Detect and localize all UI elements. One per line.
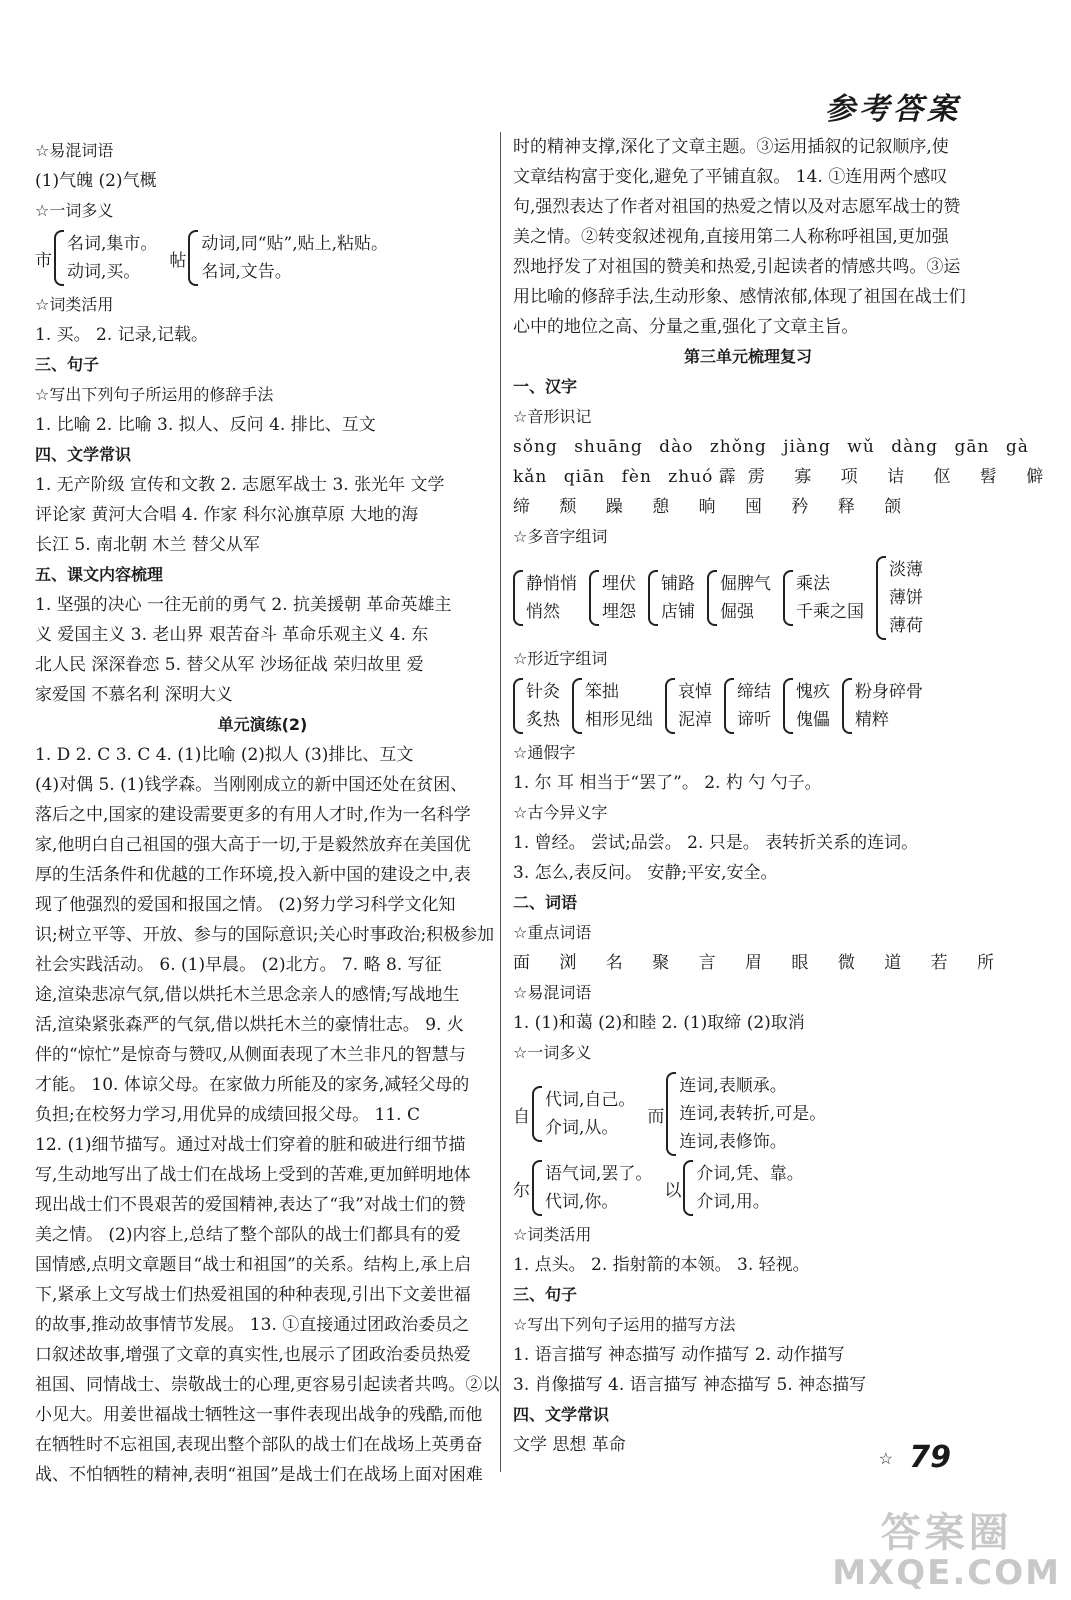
brace-head: 帖	[169, 250, 187, 271]
chars-line: 霹雳 寡 项 诘 伛 髫 僻	[718, 467, 1056, 487]
answer-line: 3. 肖像描写 4. 语言描写 神态描写 5. 神态描写	[513, 1375, 867, 1395]
answer-line: 的故事,推动故事情节发展。 13. ①直接通过团政治委员之	[35, 1315, 470, 1335]
answer-line: 才能。 10. 体谅父母。在家做力所能及的家务,减轻父母的	[35, 1075, 470, 1095]
answer-line: 厚的生活条件和优越的工作环境,投入新中国的建设之中,表	[35, 865, 471, 885]
similar-group	[665, 678, 712, 734]
answer-line: 口叙述故事,增强了文章的真实性,也展示了团政治委员热爱	[35, 1345, 471, 1365]
brace-item: 埋怨	[602, 602, 636, 622]
answer-line: (4)对偶 5. (1)钱学森。当刚刚成立的新中国还处在贫困、	[35, 775, 468, 795]
right-column	[513, 132, 1056, 1460]
brace-icon	[589, 570, 599, 626]
brace-item: 相形见绌	[585, 710, 653, 730]
answer-line: 活,渲染紧张森严的气氛,借以烘托木兰的豪情壮志。 9. 火	[35, 1015, 464, 1035]
polyphone-row	[513, 556, 983, 640]
brace-item: 薄饼	[889, 588, 923, 608]
answer-line: 1. 比喻 2. 比喻 3. 拟人、反问 4. 排比、互文	[35, 415, 376, 435]
answer-line: 用比喻的修辞手法,生动形象、感情浓郁,体现了祖国在战士们	[513, 287, 966, 307]
brace-item: 千乘之国	[796, 602, 864, 622]
brace-item: 傀儡	[796, 710, 830, 730]
brace-item: 针灸	[526, 682, 560, 702]
section-title: ☆多音字组词	[513, 527, 608, 546]
section-title: ☆古今异义字	[513, 803, 608, 822]
brace-item: 连词,表转折,可是。	[679, 1104, 827, 1124]
pinyin-line: sǒng shuāng dào zhǒng jiàng wǔ dàng gān gà	[513, 437, 1029, 457]
polysemy-row	[35, 230, 490, 286]
polysemy-zi	[513, 1086, 635, 1142]
brace-head: 以	[664, 1180, 682, 1201]
answer-line: 义 爱国主义 3. 老山界 艰苦奋斗 革命乐观主义 4. 东	[35, 625, 429, 645]
answer-line: 现出战士们不畏艰苦的爱国精神,表达了“我”对战士们的赞	[35, 1195, 466, 1215]
brace-item: 代词,自己。	[545, 1090, 636, 1110]
answer-line: 家,他明白自己祖国的强大高于一切,于是毅然放弃在美国优	[35, 835, 471, 855]
answer-line: 长江 5. 南北朝 木兰 替父从军	[35, 535, 260, 555]
section-title: ☆形近字组词	[513, 649, 608, 668]
answer-line: 文章结构富于变化,避免了平铺直叙。 14. ①连用两个感叹	[513, 167, 948, 187]
brace-item: 名词,集市。	[67, 234, 158, 254]
brace-item: 名词,文告。	[201, 262, 292, 282]
brace-head: 市	[35, 250, 52, 271]
brace-head: 而	[647, 1106, 665, 1127]
answer-line: 文学 思想 革命	[513, 1435, 626, 1455]
polyphone-group	[513, 570, 577, 626]
polyphone-group	[707, 570, 771, 626]
brace-icon	[783, 570, 793, 626]
section-heading: 一、汉字	[513, 377, 578, 396]
brace-item: 动词,买。	[67, 262, 141, 282]
similar-group	[572, 678, 653, 734]
polysemy-row	[513, 1160, 983, 1216]
similar-row	[513, 678, 983, 734]
brace-item: 介词,凭、靠。	[696, 1164, 804, 1184]
polysemy-row	[513, 1072, 983, 1156]
brace-item: 连词,表顺承。	[679, 1076, 787, 1096]
page-number: 79	[909, 1440, 951, 1475]
brace-icon	[876, 556, 886, 640]
section-title: ☆易混词语	[513, 983, 592, 1002]
brace-item: 哀悼	[678, 682, 712, 702]
answer-line: 国情感,点明文章题目“战士和祖国”的关系。结构上,承上启	[35, 1255, 472, 1275]
brace-item: 语气词,罢了。	[545, 1164, 653, 1184]
similar-group	[724, 678, 771, 734]
chars-line: 面 浏 名 聚 言 眉 眼 微 道 若 所	[513, 953, 1007, 973]
brace-icon	[665, 678, 675, 734]
brace-icon	[572, 678, 582, 734]
brace-icon	[513, 678, 523, 734]
answer-line: 1. 语言描写 神态描写 动作描写 2. 动作描写	[513, 1345, 845, 1365]
brace-head: 尔	[513, 1180, 530, 1201]
section-heading: 四、文学常识	[35, 445, 132, 464]
similar-group	[783, 678, 830, 734]
section-title: ☆一词多义	[513, 1043, 592, 1062]
polysemy-yi	[664, 1160, 803, 1216]
section-title: ☆写出下列句子所运用的修辞手法	[35, 385, 274, 404]
brace-item: 薄荷	[889, 616, 923, 636]
brace-icon	[188, 230, 198, 286]
answer-line: 句,强烈表达了作者对祖国的热爱之情以及对志愿军战士的赞	[513, 197, 961, 217]
brace-item: 愧疚	[796, 682, 830, 702]
answer-line: 识;树立平等、开放、参与的国际意识;关心时事政治;积极参加	[35, 925, 495, 945]
answer-line: 小见大。用姜世福战士牺牲这一事件表现出战争的残酷,而他	[35, 1405, 483, 1425]
brace-item: 静悄悄	[526, 574, 577, 594]
answer-line: 1. D 2. C 3. C 4. (1)比喻 (2)拟人 (3)排比、互文	[35, 745, 414, 765]
answer-line: 心中的地位之高、分量之重,强化了文章主旨。	[513, 317, 859, 337]
answer-line: 1. (1)和蔼 (2)和睦 2. (1)取缔 (2)取消	[513, 1013, 805, 1033]
section-title: ☆词类活用	[35, 295, 114, 314]
brace-icon	[707, 570, 717, 626]
answer-line: 现了他强烈的爱国和报国之情。 (2)努力学习科学文化知	[35, 895, 456, 915]
section-heading: 五、课文内容梳理	[35, 565, 164, 584]
polysemy-er	[647, 1072, 826, 1156]
answer-line: 社会实践活动。 6. (1)早晨。 (2)北方。 7. 略 8. 写征	[35, 955, 442, 975]
brace-icon	[724, 678, 734, 734]
answer-line: 下,紧承上文写战士们热爱祖国的种种表现,引出下文姜世福	[35, 1285, 471, 1305]
brace-icon	[532, 1086, 542, 1142]
answer-line: 1. 点头。 2. 指射箭的本领。 3. 轻视。	[513, 1255, 810, 1275]
brace-item: 介词,用。	[696, 1192, 770, 1212]
section-title: ☆音形识记	[513, 407, 592, 426]
brace-item: 埋伏	[602, 574, 636, 594]
brace-icon	[54, 230, 64, 286]
section-title: ☆易混词语	[35, 141, 114, 160]
answer-line: 写,生动地写出了战士们在战场上受到的苦难,更加鲜明地体	[35, 1165, 471, 1185]
answer-line: (1)气魄 (2)气概	[35, 171, 157, 191]
section-title: ☆写出下列句子运用的描写方法	[513, 1315, 736, 1334]
brace-item: 代词,你。	[545, 1192, 619, 1212]
chars-line: 缔 颓 躁 憩 晌 囤 矜 释 颌	[513, 497, 914, 517]
section-heading: 三、句子	[35, 355, 100, 374]
brace-item: 铺路	[661, 574, 695, 594]
polyphone-group	[589, 570, 636, 626]
answer-line: 1. 无产阶级 宣传和文教 2. 志愿军战士 3. 张光年 文学	[35, 475, 445, 495]
brace-item: 悄然	[526, 602, 560, 622]
polyphone-group	[648, 570, 695, 626]
pinyin-line: kǎn qiān fèn zhuó	[513, 467, 714, 487]
section-title: ☆通假字	[513, 743, 576, 762]
brace-icon	[783, 678, 793, 734]
answer-line: 美之情。 (2)内容上,总结了整个部队的战士们都具有的爱	[35, 1225, 461, 1245]
section-heading: 四、文学常识	[513, 1405, 610, 1424]
column-divider	[500, 132, 501, 1472]
polysemy-shi	[35, 230, 157, 286]
similar-group	[513, 678, 560, 734]
answer-line: 负担;在校努力学习,用优异的成绩回报父母。 11. C	[35, 1105, 420, 1125]
polysemy-er2	[513, 1160, 652, 1216]
exercise-title: 单元演练(2)	[217, 715, 308, 734]
left-column	[35, 136, 500, 1490]
answer-line: 1. 买。 2. 记录,记载。	[35, 325, 209, 345]
brace-icon	[666, 1072, 676, 1156]
answer-line: 1. 坚强的决心 一往无前的勇气 2. 抗美援朝 革命英雄主	[35, 595, 452, 615]
brace-item: 店铺	[661, 602, 695, 622]
brace-item: 泥淖	[678, 710, 712, 730]
answer-line: 评论家 黄河大合唱 4. 作家 科尔沁旗草原 大地的海	[35, 505, 419, 525]
answer-line: 家爱国 不慕名利 深明大义	[35, 685, 233, 705]
brace-item: 炙热	[526, 710, 560, 730]
brace-item: 粉身碎骨	[855, 682, 923, 702]
section-heading: 三、句子	[513, 1285, 578, 1304]
section-heading: 二、词语	[513, 893, 578, 912]
review-title: 第三单元梳理复习	[683, 347, 812, 366]
brace-item: 介词,从。	[545, 1118, 619, 1138]
answer-line: 伴的“惊忙”是惊奇与赞叹,从侧面表现了木兰非凡的智慧与	[35, 1045, 466, 1065]
brace-icon	[513, 570, 523, 626]
brace-icon	[842, 678, 852, 734]
brace-head: 自	[513, 1106, 530, 1127]
polysemy-tie	[169, 230, 388, 286]
watermark	[832, 1511, 1061, 1592]
star-icon: ☆	[878, 1449, 893, 1468]
section-title: ☆一词多义	[35, 201, 114, 220]
watermark-url: MXQE.COM	[832, 1552, 1061, 1593]
brace-icon	[532, 1160, 542, 1216]
polyphone-group	[876, 556, 923, 640]
answer-line: 战、不怕牺牲的精神,表明“祖国”是战士们在战场上面对困难	[35, 1465, 483, 1485]
brace-item: 倔强	[720, 602, 754, 622]
answer-line: 在牺牲时不忘祖国,表现出整个部队的战士们在战场上英勇奋	[35, 1435, 483, 1455]
brace-item: 连词,表修饰。	[679, 1132, 787, 1152]
exercise-lines	[35, 740, 500, 1490]
answer-line: 1. 尔 耳 相当于“罢了”。 2. 杓 勺 勺子。	[513, 773, 822, 793]
brace-item: 缔结	[737, 682, 771, 702]
brace-item: 淡薄	[889, 560, 923, 580]
answer-line: 美之情。②转变叙述视角,直接用第二人称称呼祖国,更加强	[513, 227, 949, 247]
brace-item: 谛听	[737, 710, 771, 730]
polyphone-group	[783, 570, 864, 626]
answer-line: 时的精神支撑,深化了文章主题。③运用插叙的记叙顺序,使	[513, 137, 949, 157]
answer-line: 12. (1)细节描写。通过对战士们穿着的脏和破进行细节描	[35, 1135, 466, 1155]
brace-item: 笨拙	[585, 682, 619, 702]
header-title: 参考答案	[825, 92, 961, 127]
section-title: ☆词类活用	[513, 1225, 592, 1244]
brace-item: 动词,同“贴”,贴上,粘贴。	[201, 234, 388, 254]
brace-icon	[683, 1160, 693, 1216]
answer-line: 北人民 深深眷恋 5. 替父从军 沙场征战 荣归故里 爱	[35, 655, 424, 675]
answer-line: 3. 怎么,表反问。 安静;平安,安全。	[513, 863, 778, 883]
brace-item: 乘法	[796, 574, 830, 594]
pinyin-chars-line	[513, 462, 1056, 492]
answer-line: 途,渲染悲凉气氛,借以烘托木兰思念亲人的感情;写战地生	[35, 985, 460, 1005]
brace-item: 精粹	[855, 710, 889, 730]
section-title: ☆重点词语	[513, 923, 592, 942]
answer-line: 落后之中,国家的建设需要更多的有用人才时,作为一名科学	[35, 805, 471, 825]
answer-line: 1. 曾经。 尝试;品尝。 2. 只是。 表转折关系的连词。	[513, 833, 919, 853]
answer-line: 烈地抒发了对祖国的赞美和热爱,引起读者的情感共鸣。③运	[513, 257, 961, 277]
watermark-logo-text: 答案圈	[880, 1509, 1013, 1556]
brace-icon	[648, 570, 658, 626]
brace-item: 倔脾气	[720, 574, 771, 594]
similar-group	[842, 678, 923, 734]
answer-line: 祖国、同情战士、崇敬战士的心理,更容易引起读者共鸣。②以	[35, 1375, 500, 1395]
